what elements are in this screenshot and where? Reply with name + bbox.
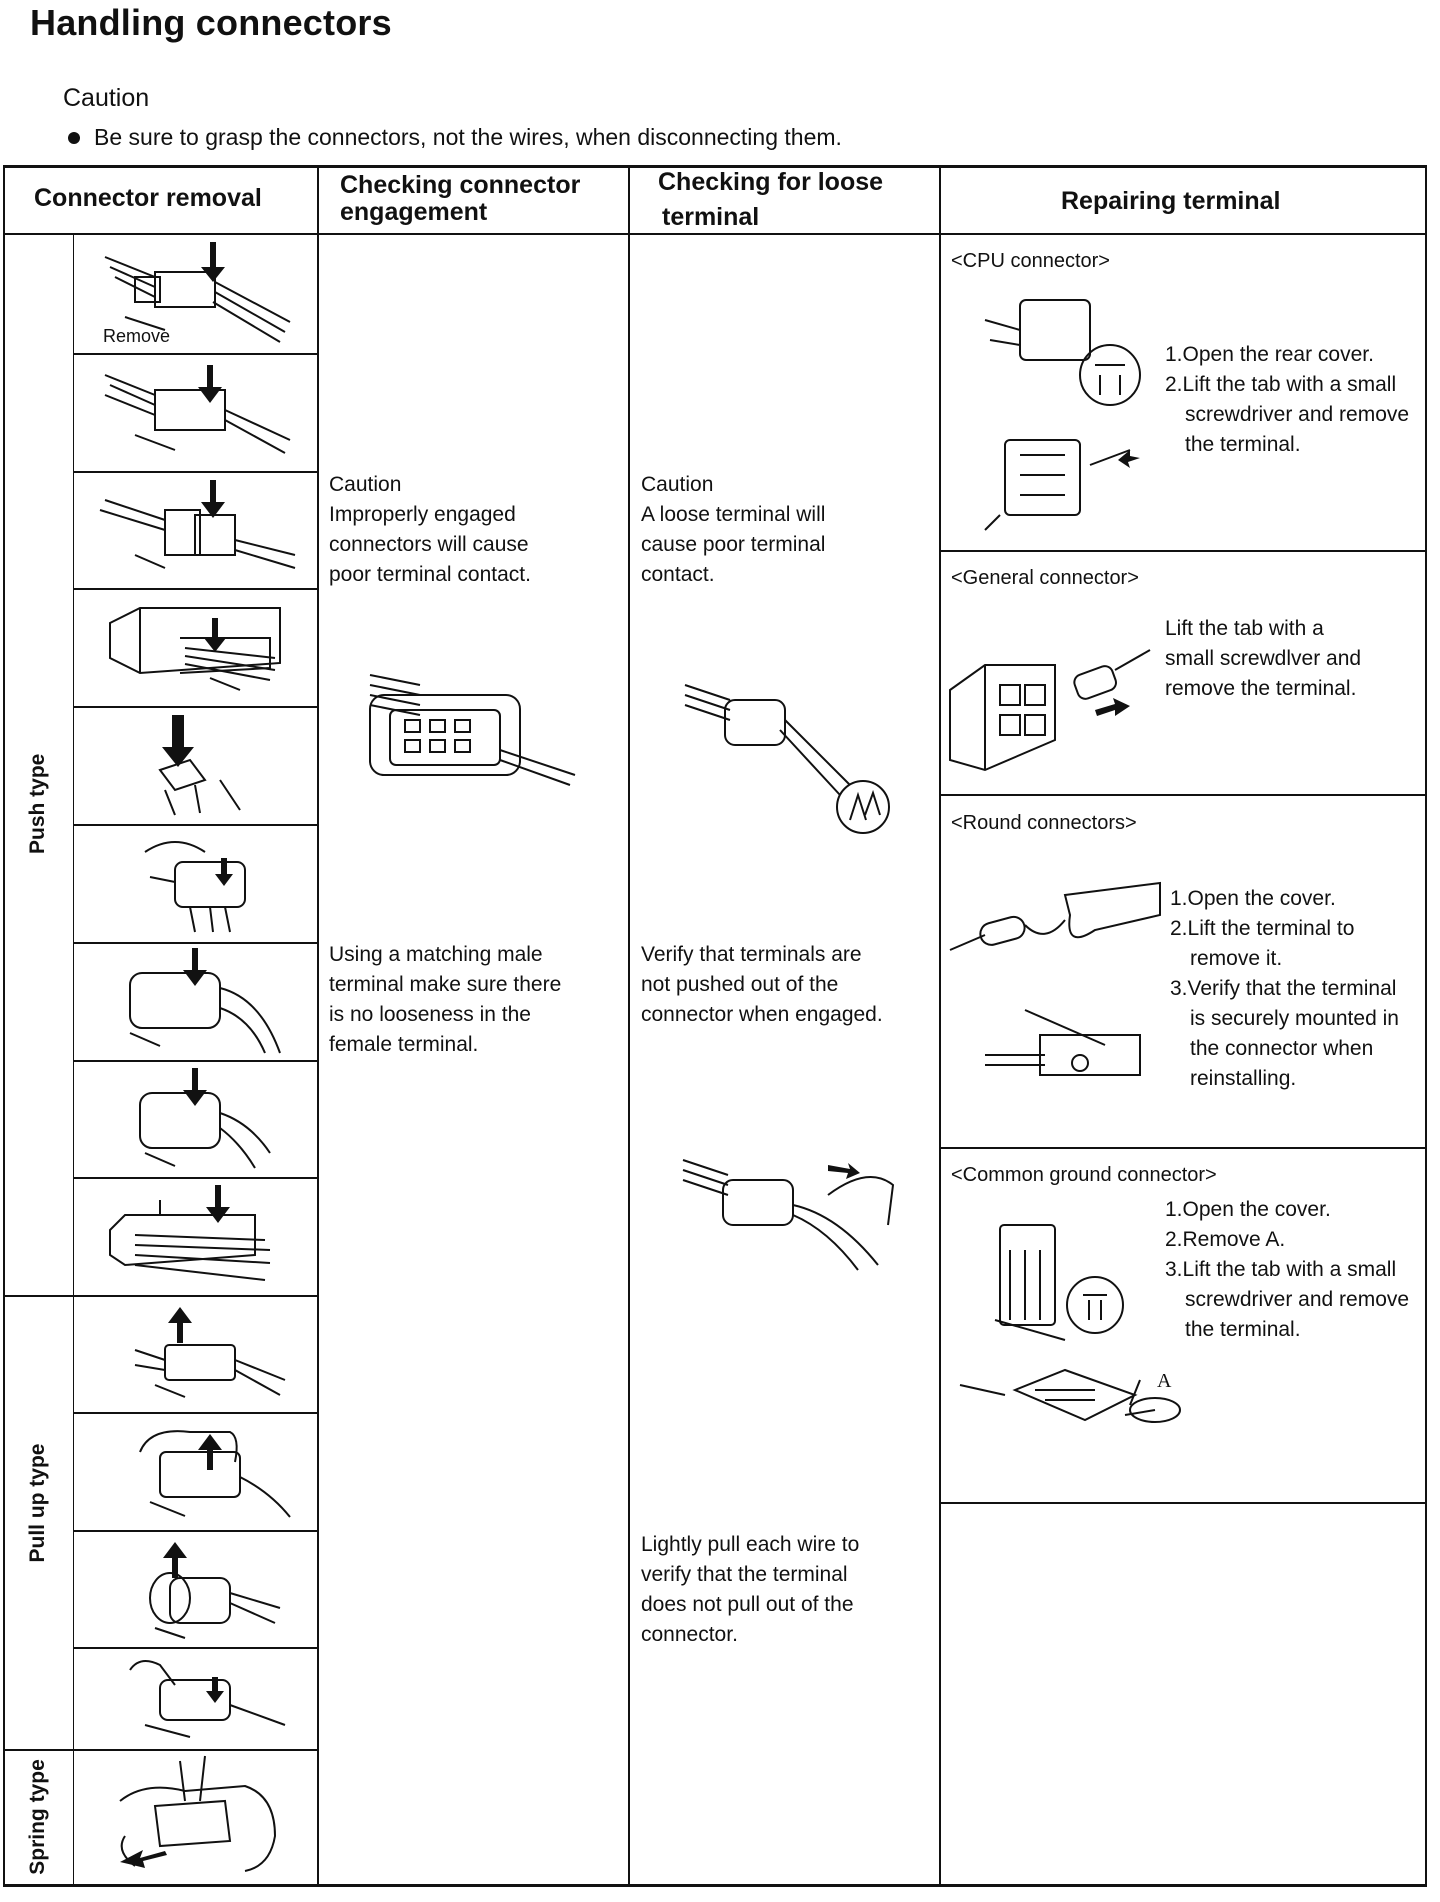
round-step-2: 2.Lift the terminal to remove it. xyxy=(1170,917,1355,970)
engagement-instruction-text: Using a matching male terminal make sure there is no looseness in the female terminal. xyxy=(329,943,562,1056)
loose-terminal-illustration-2 xyxy=(678,1155,898,1275)
remove-label: Remove xyxy=(103,326,171,346)
cpu-step-1: 1.Open the rear cover. xyxy=(1165,343,1374,366)
common-ground-connector-steps xyxy=(1165,1195,1415,1345)
header-engagement-line1: Checking connector xyxy=(340,171,581,199)
push-connector-illustration-3 xyxy=(95,480,300,580)
ground-step-3: 3.Lift the tab with a small screwdriver and remove the terminal. xyxy=(1165,1258,1410,1341)
page-title: Handling connectors xyxy=(30,2,392,43)
caution-bullet-text: Be sure to grasp the connectors, not the wires, when disconnecting them. xyxy=(94,124,842,150)
cpu-connector-illustration xyxy=(980,290,1155,535)
push-connector-illustration-8 xyxy=(120,1068,280,1173)
round-step-3: 3.Verify that the terminal is securely mounted in the connector when reinstalling. xyxy=(1170,977,1399,1090)
cpu-step-2: 2.Lift the tab with a small screwdriver and remove the terminal. xyxy=(1165,373,1410,456)
pull-up-type-label: Pull up type xyxy=(26,1443,49,1563)
common-ground-connector-label: <Common ground connector> xyxy=(951,1164,1217,1186)
bullet-icon xyxy=(68,132,80,144)
round-step-1: 1.Open the cover. xyxy=(1170,887,1336,910)
common-ground-connector-illustration xyxy=(955,1210,1185,1470)
header-repairing-terminal: Repairing terminal xyxy=(1061,187,1281,215)
pull-up-connector-illustration-3 xyxy=(125,1538,290,1643)
general-connector-text: Lift the tab with a small screwdlver and remove the terminal. xyxy=(1165,617,1362,700)
round-connector-steps xyxy=(1170,884,1410,1094)
ground-part-a-label: A xyxy=(1157,1370,1172,1392)
push-connector-illustration-2 xyxy=(95,365,300,460)
cpu-connector-label: <CPU connector> xyxy=(951,250,1110,272)
cpu-connector-steps xyxy=(1165,340,1425,460)
caution-heading: Caution xyxy=(63,84,150,112)
push-connector-illustration-6 xyxy=(135,832,285,932)
ground-step-2: 2.Remove A. xyxy=(1165,1228,1286,1251)
push-type-label: Push type xyxy=(26,753,49,854)
pull-up-connector-illustration-1 xyxy=(130,1305,290,1405)
engagement-caution-text: Caution Improperly engaged connectors will cause poor terminal contact. xyxy=(329,473,531,586)
loose-instruction-text-1: Verify that terminals are not pushed out of the connector when engaged. xyxy=(641,943,883,1026)
ground-step-1: 1.Open the cover. xyxy=(1165,1198,1331,1221)
push-connector-illustration-4 xyxy=(100,598,300,698)
loose-terminal-illustration-1 xyxy=(680,675,900,835)
round-connector-illustration xyxy=(945,875,1170,1095)
general-connector-illustration xyxy=(945,630,1155,780)
spring-connector-illustration xyxy=(105,1756,285,1881)
loose-instruction-text-2: Lightly pull each wire to verify that the terminal does not pull out of the connector. xyxy=(641,1533,860,1646)
push-connector-illustration-7 xyxy=(110,948,290,1056)
header-engagement-line2: engagement xyxy=(340,198,488,226)
header-connector-removal: Connector removal xyxy=(34,184,262,212)
pull-up-connector-illustration-4 xyxy=(120,1655,290,1743)
header-loose-line2: terminal xyxy=(662,203,760,231)
spring-type-label: Spring type xyxy=(26,1759,49,1875)
caution-bullet xyxy=(68,124,842,151)
engagement-connector-illustration xyxy=(360,665,580,795)
round-connector-label: <Round connectors> xyxy=(951,812,1137,834)
loose-caution-text: Caution A loose terminal will cause poor terminal contact. xyxy=(641,473,826,586)
push-connector-illustration-5 xyxy=(140,715,270,815)
pull-up-connector-illustration-2 xyxy=(130,1422,290,1522)
general-connector-label: <General connector> xyxy=(951,567,1139,589)
header-loose-line1: Checking for loose xyxy=(658,168,884,196)
push-connector-illustration-9 xyxy=(105,1185,280,1290)
